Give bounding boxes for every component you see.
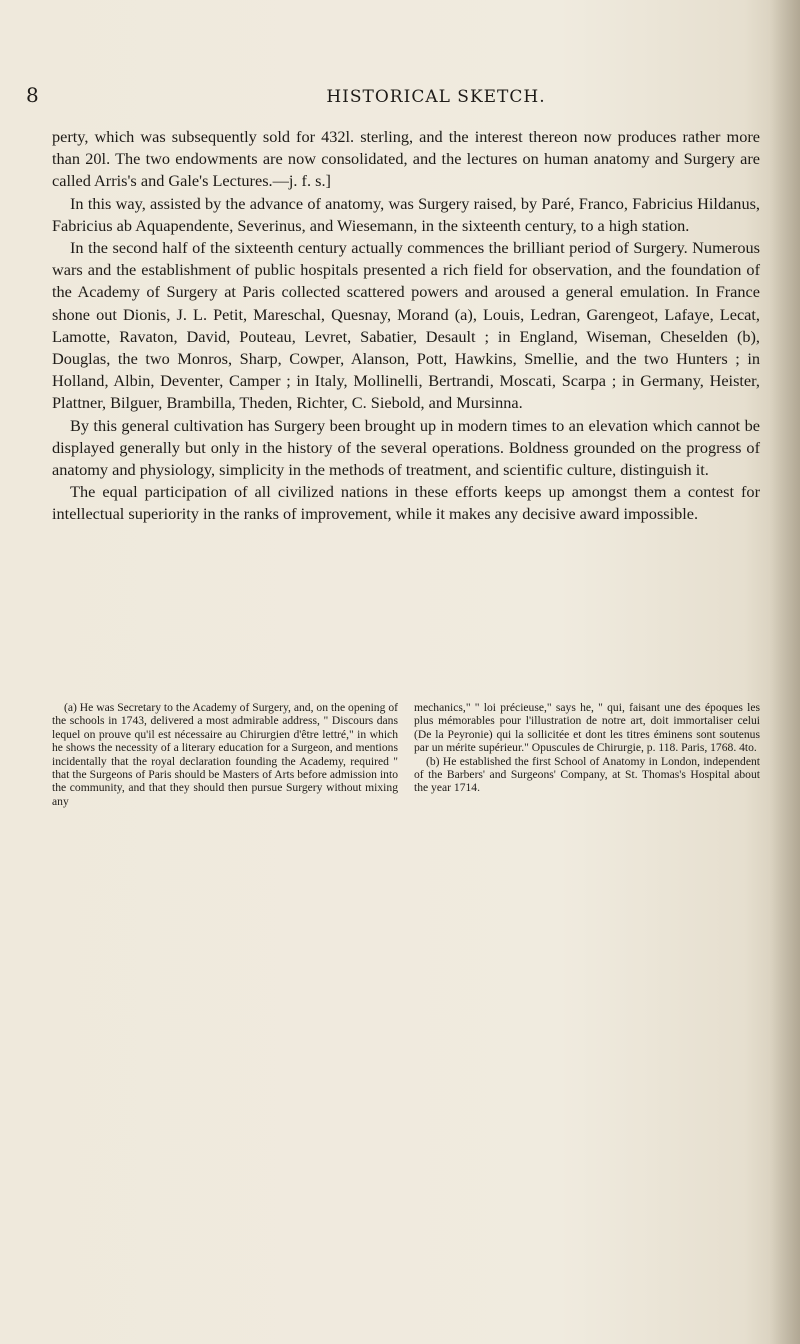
page-number: 8 <box>26 83 39 107</box>
footnote: (b) He established the first School of Anatomy in London, independent of the Barbers' and Surgeons' Company, at St. Thomas's Hospital about the year 1714. <box>414 754 760 795</box>
paragraph: In the second half of the sixteenth century actually commences the brilliant period of Surgery. Numerous wars and the establishment of public hospitals presented a rich field for observation, and the foundation of the Academy of Surgery at Paris collected scattered powers and aroused a general emulation. In France shone out Dionis, J. L. Petit, Mareschal, Quesnay, Morand (a), Louis, Ledran, Garengeot, Lafaye, Lecat, Lamotte, Ravaton, David, Pouteau, Levret, Sabatier, Desault ; in England, Wiseman, Cheselden (b), Douglas, the two Monros, Sharp, Cowper, Alanson, Pott, Hawkins, Smellie, and the two Hunters ; in Holland, Albin, Deventer, Camper ; in Italy, Mollinelli, Bertrandi, Moscati, Scarpa ; in Germany, Heister, Plattner, Bilguer, Brambilla, Theden, Richter, C. Siebold, and Mursinna. <box>52 238 760 413</box>
main-text <box>52 126 760 526</box>
footnote: (a) He was Secretary to the Academy of Surgery, and, on the opening of the schools in 1743, delivered a most admirable address, " Discours dans lequel on prouve qu'il est nécessaire au Chirurgien d'être lettré," in which he shows the necessity of a literary education for a Surgeon, and mentions incidentally that the royal declaration founding the Academy, required " that the Surgeons of Paris should be Masters of Arts before admission into the community, and that they should then pursue Surgery without mixing any <box>52 701 398 808</box>
page-edge-shadow <box>770 0 800 1344</box>
paragraph: The equal participation of all civilized nations in these efforts keeps up amongst them a contest for intellectual superiority in the ranks of improvement, while it makes any decisive award impossible. <box>52 482 760 524</box>
footnotes <box>52 701 760 808</box>
running-head: HISTORICAL SKETCH. <box>326 87 546 107</box>
paragraph: In this way, assisted by the advance of anatomy, was Surgery raised, by Paré, Franco, Fabricius Hildanus, Fabricius ab Aquapendente, Severinus, and Wiesemann, in the sixteenth century, to a high station. <box>52 193 760 235</box>
paragraph: By this general cultivation has Surgery been brought up in modern times to an elevation which cannot be displayed generally but only in the history of the several operations. Boldness grounded on the progress of anatomy and physiology, simplicity in the methods of treatment, and scientific culture, distinguish it. <box>52 415 760 480</box>
footnote-continuation: mechanics," " loi précieuse," says he, " qui, faisant une des époques les plus mémorables pour l'illustration de notre art, doit immortaliser celui (De la Peyronie) qui la sollicitée et dont les titres éminens sont soutenus par un mérite supérieur." Opuscules de Chirurgie, p. 118. Paris, 1768. 4to. <box>414 701 760 755</box>
footnote-column-left <box>52 701 398 808</box>
paragraph: perty, which was subsequently sold for 432l. sterling, and the interest thereon now produces rather more than 20l. The two endowments are now consolidated, and the lectures on human anatomy and Surgery are called Arris's and Gale's Lectures.—j. f. s.] <box>52 127 760 191</box>
page-header <box>26 83 786 113</box>
footnote-column-right <box>414 701 760 808</box>
